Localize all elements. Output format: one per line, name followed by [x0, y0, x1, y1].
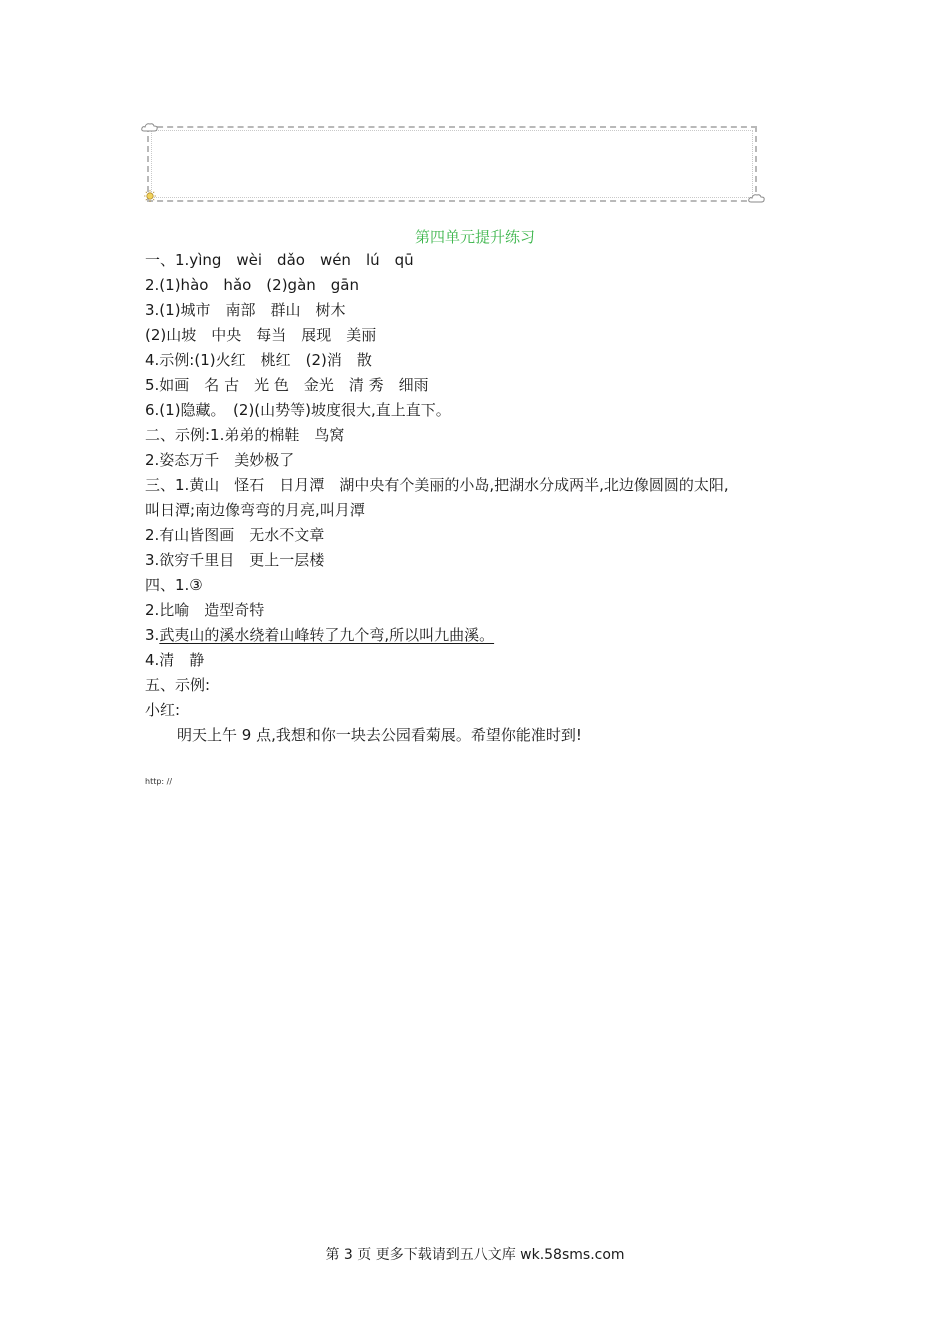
document-title: 第四单元提升练习: [414, 228, 535, 246]
answer-line: 5.如画 名 古 光 色 金光 清 秀 细雨: [145, 376, 429, 394]
answer-line: 2.比喻 造型奇特: [145, 601, 265, 619]
answer-line: 6.(1)隐藏。 (2)(山势等)坡度很大,直上直下。: [145, 401, 451, 419]
answer-line: 四、1.③: [145, 576, 203, 594]
decorative-frame-inner: [151, 130, 753, 198]
answer-line: 2.姿态万千 美妙极了: [145, 451, 295, 469]
url-text: http: //: [145, 777, 173, 786]
sun-icon: [141, 189, 159, 203]
answer-line: 叫日潭;南边像弯弯的月亮,叫月潭: [145, 501, 365, 519]
answer-line: 4.示例:(1)火红 桃红 (2)消 散: [145, 351, 372, 369]
answer-lines: [145, 248, 825, 748]
answer-line: 2.(1)hào hǎo (2)gàn gān: [145, 276, 359, 294]
answer-line: 3.(1)城市 南部 群山 树木: [145, 301, 346, 319]
answer-line: 五、示例:: [145, 676, 211, 694]
answer-line: (2)山坡 中央 每当 展现 美丽: [145, 326, 377, 344]
answer-number: 3.: [145, 626, 160, 644]
answer-line: 小红:: [145, 701, 181, 719]
answer-line: 2.有山皆图画 无水不文章: [145, 526, 325, 544]
answer-line: 三、1.黄山 怪石 日月潭 湖中央有个美丽的小岛,把湖水分成两半,北边像圆圆的太阳,: [145, 476, 729, 494]
cloud-icon: [141, 120, 159, 134]
answer-line: 4.清 静: [145, 651, 205, 669]
answer-line: 二、示例:1.弟弟的棉鞋 鸟窝: [145, 426, 345, 444]
underlined-answer: 武夷山的溪水绕着山峰转了九个弯,所以叫九曲溪。: [159, 626, 495, 644]
answer-line: 一、1.yìng wèi dǎo wén lú qū: [145, 251, 414, 269]
answer-line: 3.欲穷千里目 更上一层楼: [145, 551, 325, 569]
answer-line: 明天上午 9 点,我想和你一块去公园看菊展。希望你能准时到!: [177, 726, 582, 744]
page-footer: 第 3 页 更多下载请到五八文库 wk.58sms.com: [325, 1247, 625, 1263]
answer-line-underlined: [145, 623, 825, 648]
cloud-icon: [748, 191, 766, 205]
